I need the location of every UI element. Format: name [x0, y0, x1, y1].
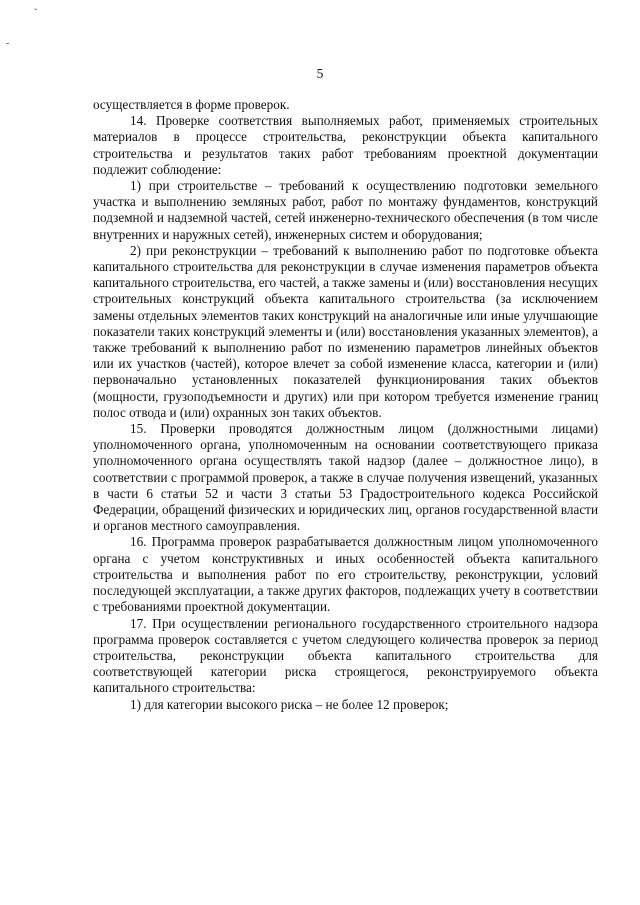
margin-mark: ˇ: [34, 8, 38, 19]
paragraph-17: 17. При осуществлении регионального государственного строительного надзора программа проверок составляется с учетом следующего количества проверок за период строительства, реконструкции объекта капитального строительства для соответствующей категории риска строящегося, реконструируемого объекта капитального строительства:: [93, 615, 598, 696]
paragraph-16: 16. Программа проверок разрабатывается должностным лицом уполномоченного органа с учетом конструктивных и иных особенностей объекта капитального строительства и выполнения работ по его строительству, реконструкции, условий последующей эксплуатации, а также других факторов, подлежащих учету в соответствии с требованиями проектной документации.: [93, 534, 598, 615]
paragraph-14-1: 1) при строительстве – требований к осуществлению подготовки земельного участка и выполнению земляных работ, работ по монтажу фундаментов, конструкций подземной и надземной частей, сетей инженерно-технического обеспечения (в том числе внутренних и наружных сетей), инженерных систем и оборудования;: [93, 178, 598, 242]
paragraph-14-2: 2) при реконструкции – требований к выполнению работ по подготовке объекта капитального строительства для реконструкции в случае изменения параметров объекта капитального строительства, его частей, а также замены и (или) восстановления несущих строительных конструкций объекта капитального строительства (за исключением замены отдельных элементов таких конструкций на аналогичные или иные улучшающие показатели таких конструкций элементы и (или) восстановления указанных элементов), а также требований к выполнению работ по изменению параметров линейных объектов или их участков (частей), которое влечет за собой изменение класса, категории и (или) первоначально установленных показателей функционирования таких объектов (мощности, грузоподъемности и других) или при котором требуется изменение границ полос отвода и (или) охранных зон таких объектов.: [93, 242, 598, 420]
page-number: 5: [316, 66, 324, 81]
paragraph-14: 14. Проверке соответствия выполняемых работ, применяемых строительных материалов в процессе строительства, реконструкции объекта капитального строительства и результатов таких работ требованиям проектной документации подлежит соблюдение:: [93, 113, 598, 177]
margin-mark: -: [6, 38, 10, 49]
paragraph-15: 15. Проверки проводятся должностным лицом (должностными лицами) уполномоченного органа, уполномоченным на основании соответствующего приказа уполномоченного органа осуществлять такой надзор (далее – должностное лицо), в соответствии с программой проверок, а также в случае получения извещений, указанных в части 6 статьи 52 и части 3 статьи 53 Градостроительного кодекса Российской Федерации, обращений физических и юридических лиц, органов государственной власти и органов местного самоуправления.: [93, 421, 598, 534]
paragraph: осуществляется в форме проверок.: [93, 97, 290, 112]
paragraph-17-1: 1) для категории высокого риска – не более 12 проверок;: [130, 696, 449, 712]
document-body: [93, 97, 598, 713]
